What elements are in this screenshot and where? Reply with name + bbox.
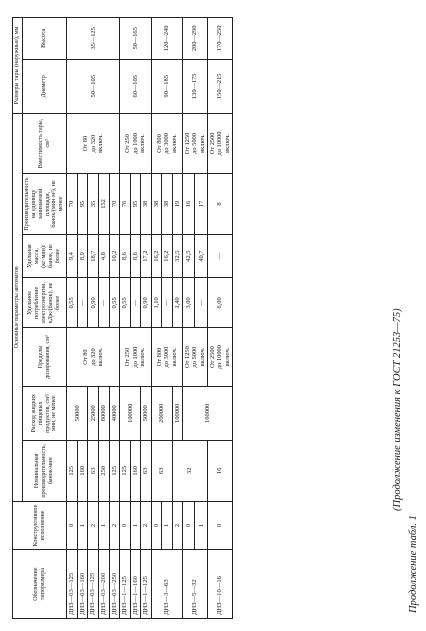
power-cell: 0,90 [88, 278, 99, 328]
col-header-specific-mass: Удельная масса, (кг·мин)/банок, не более [22, 234, 66, 278]
area-cell: 38 [141, 174, 152, 235]
col-header-variant: Конструктивное исполнение [13, 501, 67, 550]
designation-cell: ДНЗ—1—160 [130, 550, 141, 619]
productivity-cell: 125 [67, 440, 78, 501]
power-cell: — [162, 278, 172, 328]
consumption-cell: 50000 [67, 386, 88, 440]
area-cell: 95 [77, 174, 88, 235]
area-cell: 19 [172, 174, 182, 235]
variant-cell: 0 [67, 501, 78, 550]
productivity-cell: 125 [120, 440, 131, 501]
dosing-cell: От 800 до 3000 включ. [151, 328, 182, 386]
power-cell: 0,55 [120, 278, 131, 328]
diameter-cell: 150—215 [208, 59, 233, 113]
variant-cell: 1 [162, 501, 172, 550]
col-header-height: Высота [22, 18, 66, 60]
variant-cell: 1 [98, 501, 109, 550]
header-row-top [13, 18, 23, 619]
variant-cell: 1 [195, 501, 208, 550]
table-continuation-label: Продолжение табл. 1 [408, 515, 419, 613]
productivity-cell: 63 [88, 440, 99, 501]
productivity-cell: 63 [151, 440, 172, 501]
variant-cell: 2 [172, 501, 182, 550]
variant-cell: 2 [141, 501, 152, 550]
mass-cell: 8,9 [77, 234, 88, 278]
mass-cell: 8,6 [120, 234, 131, 278]
power-cell: 1,40 [172, 278, 182, 328]
area-cell: 70 [67, 174, 78, 235]
consumption-cell: 160000 [182, 386, 232, 440]
table-row [208, 18, 233, 619]
diameter-cell: 90—185 [151, 59, 182, 113]
variant-cell: 0 [151, 501, 161, 550]
productivity-cell: 160 [77, 440, 88, 501]
col-header-productivity: Номинальная производительность, банок/мин [22, 440, 66, 501]
designation-cell: ДНЗ—03—125 [88, 550, 99, 619]
dosing-cell: От 250 до 1000 включ. [120, 328, 152, 386]
designation-cell: ДНЗ—03—200 [98, 550, 109, 619]
group-header-params: Основные параметры автоматов [13, 113, 23, 501]
diameter-cell: 60—105 [120, 59, 152, 113]
productivity-cell: 63 [141, 440, 152, 501]
consumption-cell: 100000 [120, 386, 141, 440]
mass-cell: 40,7 [195, 234, 208, 278]
consumption-cell: 40000 [109, 386, 120, 440]
designation-cell: ДНЗ—03—125 [67, 550, 78, 619]
area-cell: 95 [130, 174, 141, 235]
mass-cell: 16,2 [162, 234, 172, 278]
col-header-capacity: Вместимость тары, см³ [22, 113, 66, 173]
variant-cell: 0 [120, 501, 131, 550]
consumption-cell: 100000 [172, 386, 182, 440]
variant-cell: 0 [208, 501, 233, 550]
power-cell: — [77, 278, 88, 328]
designation-cell: ДНЗ—3—63 [151, 550, 182, 619]
height-cell: 35—125 [67, 18, 120, 60]
power-cell: 0,55 [109, 278, 120, 328]
area-cell: 38 [151, 174, 161, 235]
consumption-cell: 50000 [141, 386, 152, 440]
power-cell: 1,10 [151, 278, 161, 328]
col-header-area-productivity: Производительность на единицу занимаемой площади, банок/(мин·м²), не менее [22, 174, 66, 235]
diameter-cell: 130—175 [182, 59, 207, 113]
height-cell: 50—165 [120, 18, 152, 60]
mass-cell: 8,6 [130, 234, 141, 278]
page-caption: (Продолжение изменения к ГОСТ 21253—75) [392, 308, 403, 511]
consumption-cell: 200000 [151, 386, 172, 440]
mass-cell: 42,5 [182, 234, 195, 278]
mass-cell: 9,4 [67, 234, 78, 278]
capacity-cell: От 1250 до 5000 включ. [182, 113, 207, 173]
dosing-cell: От 80 до 320 включ. [67, 328, 120, 386]
diameter-cell: 50—105 [67, 59, 120, 113]
mass-cell: 18,7 [88, 234, 99, 278]
variant-cell: 2 [88, 501, 99, 550]
area-cell: 8 [208, 174, 233, 235]
col-header-designation: Обозначение типоразмера [13, 550, 67, 619]
table-row [120, 18, 131, 619]
power-cell: 0,90 [141, 278, 152, 328]
area-cell: 38 [162, 174, 172, 235]
power-cell: — [130, 278, 141, 328]
dosing-cell: От 2500 до 10000 включ. [208, 328, 233, 386]
table-row [151, 18, 161, 619]
variant-cell: 2 [109, 501, 120, 550]
area-cell: 16 [182, 174, 195, 235]
table-row [182, 18, 195, 619]
area-cell: 17 [195, 174, 208, 235]
mass-cell: 10,2 [109, 234, 120, 278]
area-cell: 76 [120, 174, 131, 235]
mass-cell: 4,8 [98, 234, 109, 278]
designation-cell: ДНЗ—03—160 [77, 550, 88, 619]
col-header-consumption: Расход жидких пищевых продуктов, см³/мин, не менее [22, 386, 66, 440]
mass-cell: — [208, 234, 233, 278]
variant-cell: 1 [77, 501, 88, 550]
variant-cell: 1 [130, 501, 141, 550]
parameters-table [12, 17, 233, 619]
col-header-diameter: Диаметр [22, 59, 66, 113]
area-cell: 35 [88, 174, 99, 235]
productivity-cell: 160 [130, 440, 141, 501]
area-cell: 152 [98, 174, 109, 235]
capacity-cell: От 250 до 1000 включ. [120, 113, 152, 173]
consumption-cell: 25000 [88, 386, 99, 440]
variant-cell: 0 [182, 501, 195, 550]
height-cell: 200—290 [182, 18, 207, 60]
power-cell: — [98, 278, 109, 328]
col-header-specific-power: Удельное потребление электроэнергии, кДж/(банок), не более [22, 278, 66, 328]
power-cell: — [195, 278, 208, 328]
capacity-cell: От 800 до 3000 включ. [151, 113, 182, 173]
consumption-cell: 80000 [98, 386, 109, 440]
table-row [67, 18, 78, 619]
designation-cell: ДНЗ—1—125 [141, 550, 152, 619]
designation-cell: ДНЗ—1—125 [120, 550, 131, 619]
productivity-cell: 250 [98, 440, 109, 501]
height-cell: 120—240 [151, 18, 182, 60]
power-cell: 0,55 [67, 278, 78, 328]
power-cell: 6,00 [208, 278, 233, 328]
designation-cell: ДНЗ—03—250 [109, 550, 120, 619]
height-cell: 170—250 [208, 18, 233, 60]
col-header-dosing: Пределы дозирования, см³ [22, 328, 66, 386]
productivity-cell: 32 [172, 440, 207, 501]
mass-cell: 32,5 [172, 234, 182, 278]
power-cell: 3,00 [182, 278, 195, 328]
capacity-cell: От 80 до 320 включ. [67, 113, 120, 173]
group-header-sizes: Размеры тары (наружные), мм [13, 18, 23, 114]
area-cell: 70 [109, 174, 120, 235]
productivity-cell: 125 [109, 440, 120, 501]
designation-cell: ДНЗ—5—32 [182, 550, 207, 619]
mass-cell: 16,2 [151, 234, 161, 278]
mass-cell: 17,2 [141, 234, 152, 278]
capacity-cell: От 2500 до 10000 включ. [208, 113, 233, 173]
productivity-cell: 16 [208, 440, 233, 501]
designation-cell: ДНЗ—10—16 [208, 550, 233, 619]
dosing-cell: От 1250 до 5000 включ. [182, 328, 207, 386]
